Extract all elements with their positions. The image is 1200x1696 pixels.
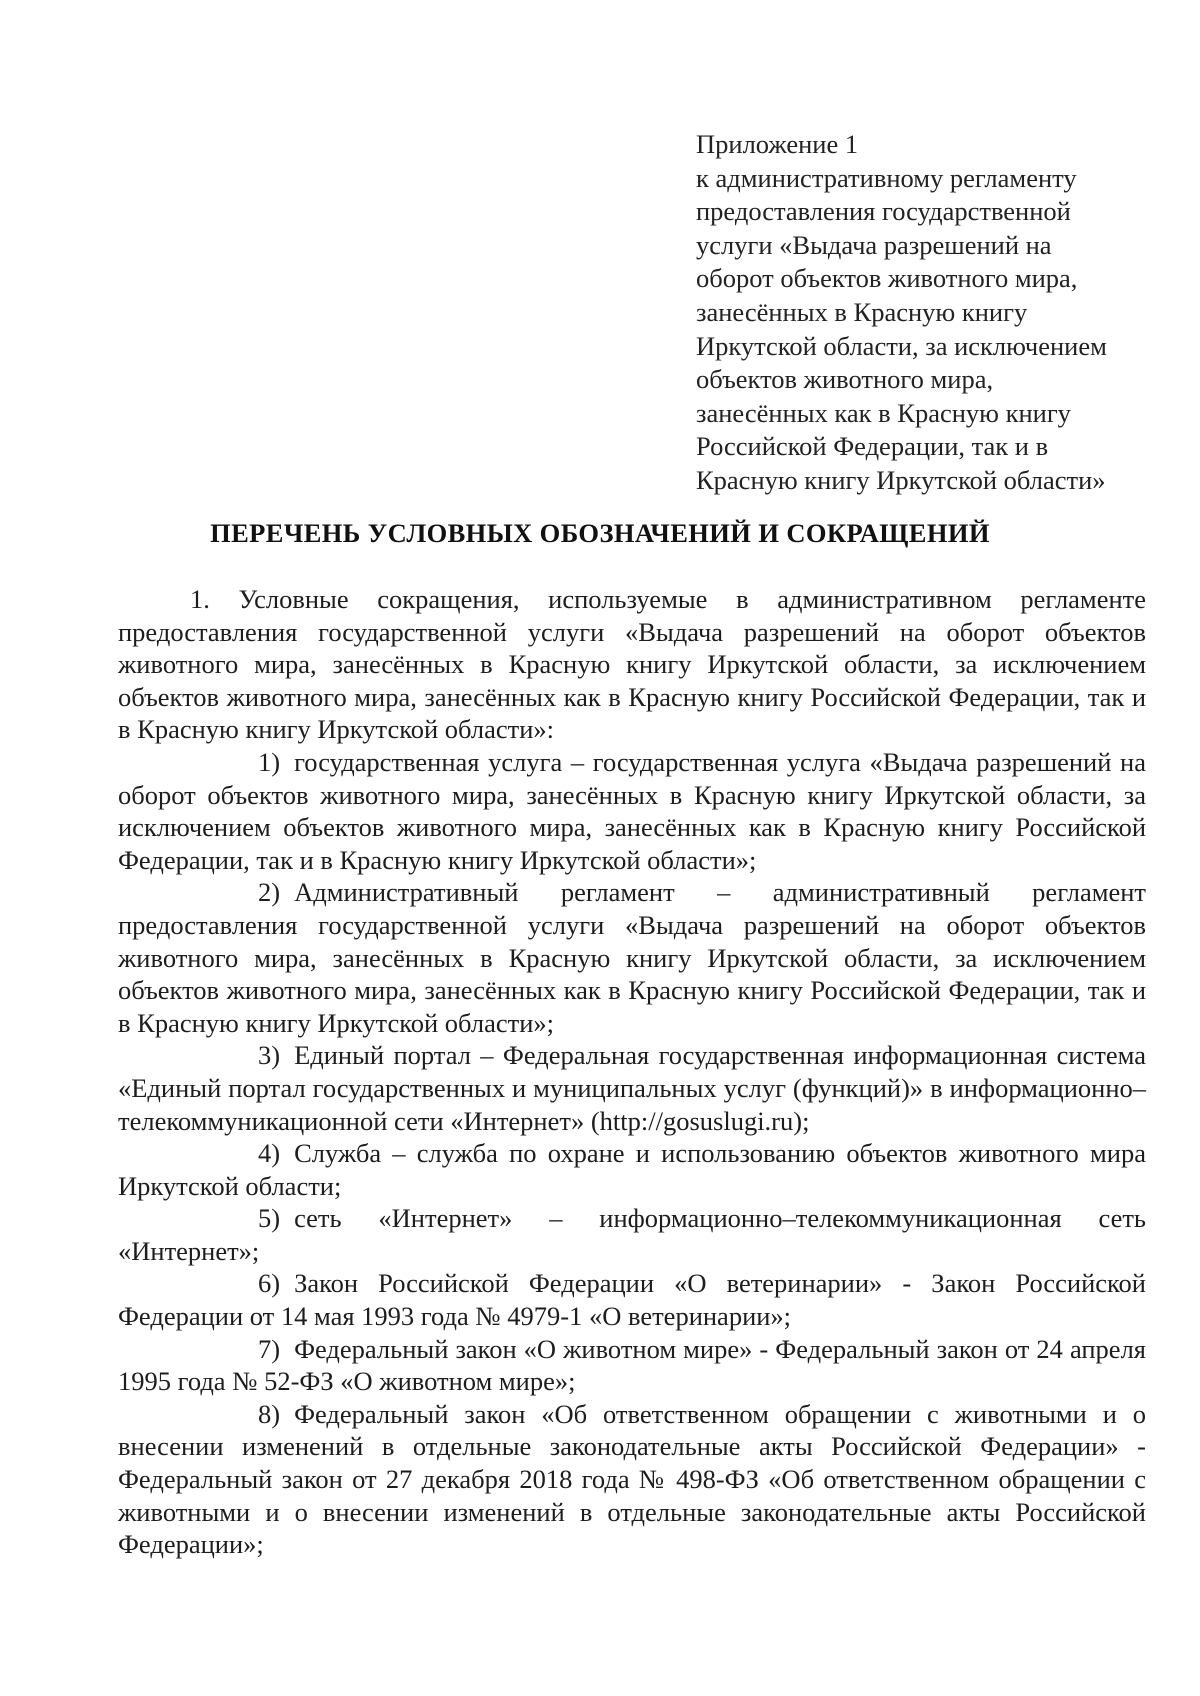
item-number: 8) xyxy=(258,1398,281,1429)
item-text: государственная услуга – государственная услуга «Выдача разрешений на оборот объектов животного мира, занесённых в Красную книгу Иркутской области, за исключением объектов животного мира, занесённых как в Красную книгу Российской Федерации, так и в Красную книгу Иркутской области»; xyxy=(118,746,1146,875)
item-text: Единый портал – Федеральная государственная информационная система «Единый портал государственных и муниципальных услуг (функций)» в информационно–телекоммуникационной сети «Интернет» (http://gosuslugi.ru); xyxy=(118,1040,1146,1136)
appendix-line: к административному регламенту xyxy=(696,162,1077,193)
item-number: 2) xyxy=(258,877,281,908)
list-item xyxy=(118,1137,1146,1202)
list-item xyxy=(118,1202,1146,1267)
item-number: 1) xyxy=(258,746,281,777)
item-number: 7) xyxy=(258,1333,281,1364)
list-item xyxy=(118,746,1146,876)
appendix-line: Иркутской области, за исключением xyxy=(696,330,1107,361)
item-text: Административный регламент – административный регламент предоставления государственной услуги «Выдача разрешений на оборот объектов животного мира, занесённых в Красную книгу Иркутской области, за исключением объектов животного мира, занесённых как в Красную книгу Российской Федерации, так и в Красную книгу Иркутской области»; xyxy=(118,877,1146,1038)
document-body xyxy=(118,583,1146,1561)
list-item xyxy=(118,1333,1146,1398)
list-item xyxy=(118,1267,1146,1332)
item-text: Федеральный закон «О животном мире» - Федеральный закон от 24 апреля 1995 года № 52-ФЗ «О животном мире»; xyxy=(118,1333,1146,1397)
appendix-line: занесённых в Красную книгу xyxy=(696,296,1028,327)
appendix-line: объектов животного мира, xyxy=(696,364,994,395)
item-number: 5) xyxy=(258,1203,281,1234)
appendix-header xyxy=(696,128,1166,498)
list-item xyxy=(118,1039,1146,1137)
item-text: Федеральный закон «Об ответственном обращении с животными и о внесении изменений в отдельные законодательные акты Российской Федерации» - Федеральный закон от 27 декабря 2018 года № 498-ФЗ «Об ответственном обращении с животными и о внесении изменений в отдельные законодательные акты Российской Федерации»; xyxy=(118,1398,1146,1560)
item-text: Служба – служба по охране и использованию объектов животного мира Иркутской области; xyxy=(118,1138,1146,1201)
appendix-line: услуги «Выдача разрешений на xyxy=(696,229,1052,260)
appendix-line: предоставления государственной xyxy=(696,196,1071,227)
item-text: сеть «Интернет» – информационно–телекоммуникационная сеть «Интернет»; xyxy=(118,1203,1146,1266)
item-number: 6) xyxy=(258,1268,281,1299)
appendix-line: Красную книгу Иркутской области» xyxy=(696,464,1106,495)
appendix-line: оборот объектов животного мира, xyxy=(696,263,1078,294)
item-text: Закон Российской Федерации «О ветеринарии» - Закон Российской Федерации от 14 мая 1993 года № 4979-1 «О ветеринарии»; xyxy=(118,1268,1146,1332)
item-number: 3) xyxy=(258,1040,281,1071)
appendix-line: Приложение 1 xyxy=(696,129,859,159)
appendix-line: Российской Федерации, так и в xyxy=(696,431,1049,462)
item-number: 4) xyxy=(258,1138,281,1169)
document-title: ПЕРЕЧЕНЬ УСЛОВНЫХ ОБОЗНАЧЕНИЙ И СОКРАЩЕНИЙ xyxy=(210,518,990,548)
appendix-line: занесённых как в Красную книгу xyxy=(696,397,1071,428)
list-item xyxy=(118,876,1146,1039)
intro-paragraph: 1. Условные сокращения, используемые в административном регламенте предоставления государственной услуги «Выдача разрешений на оборот объектов животного мира, занесённых в Красную книгу Иркутской области, за исключением объектов животного мира, занесённых как в Красную книгу Российской Федерации, так и в Красную книгу Иркутской области»: xyxy=(118,584,1146,745)
list-item xyxy=(118,1398,1146,1561)
